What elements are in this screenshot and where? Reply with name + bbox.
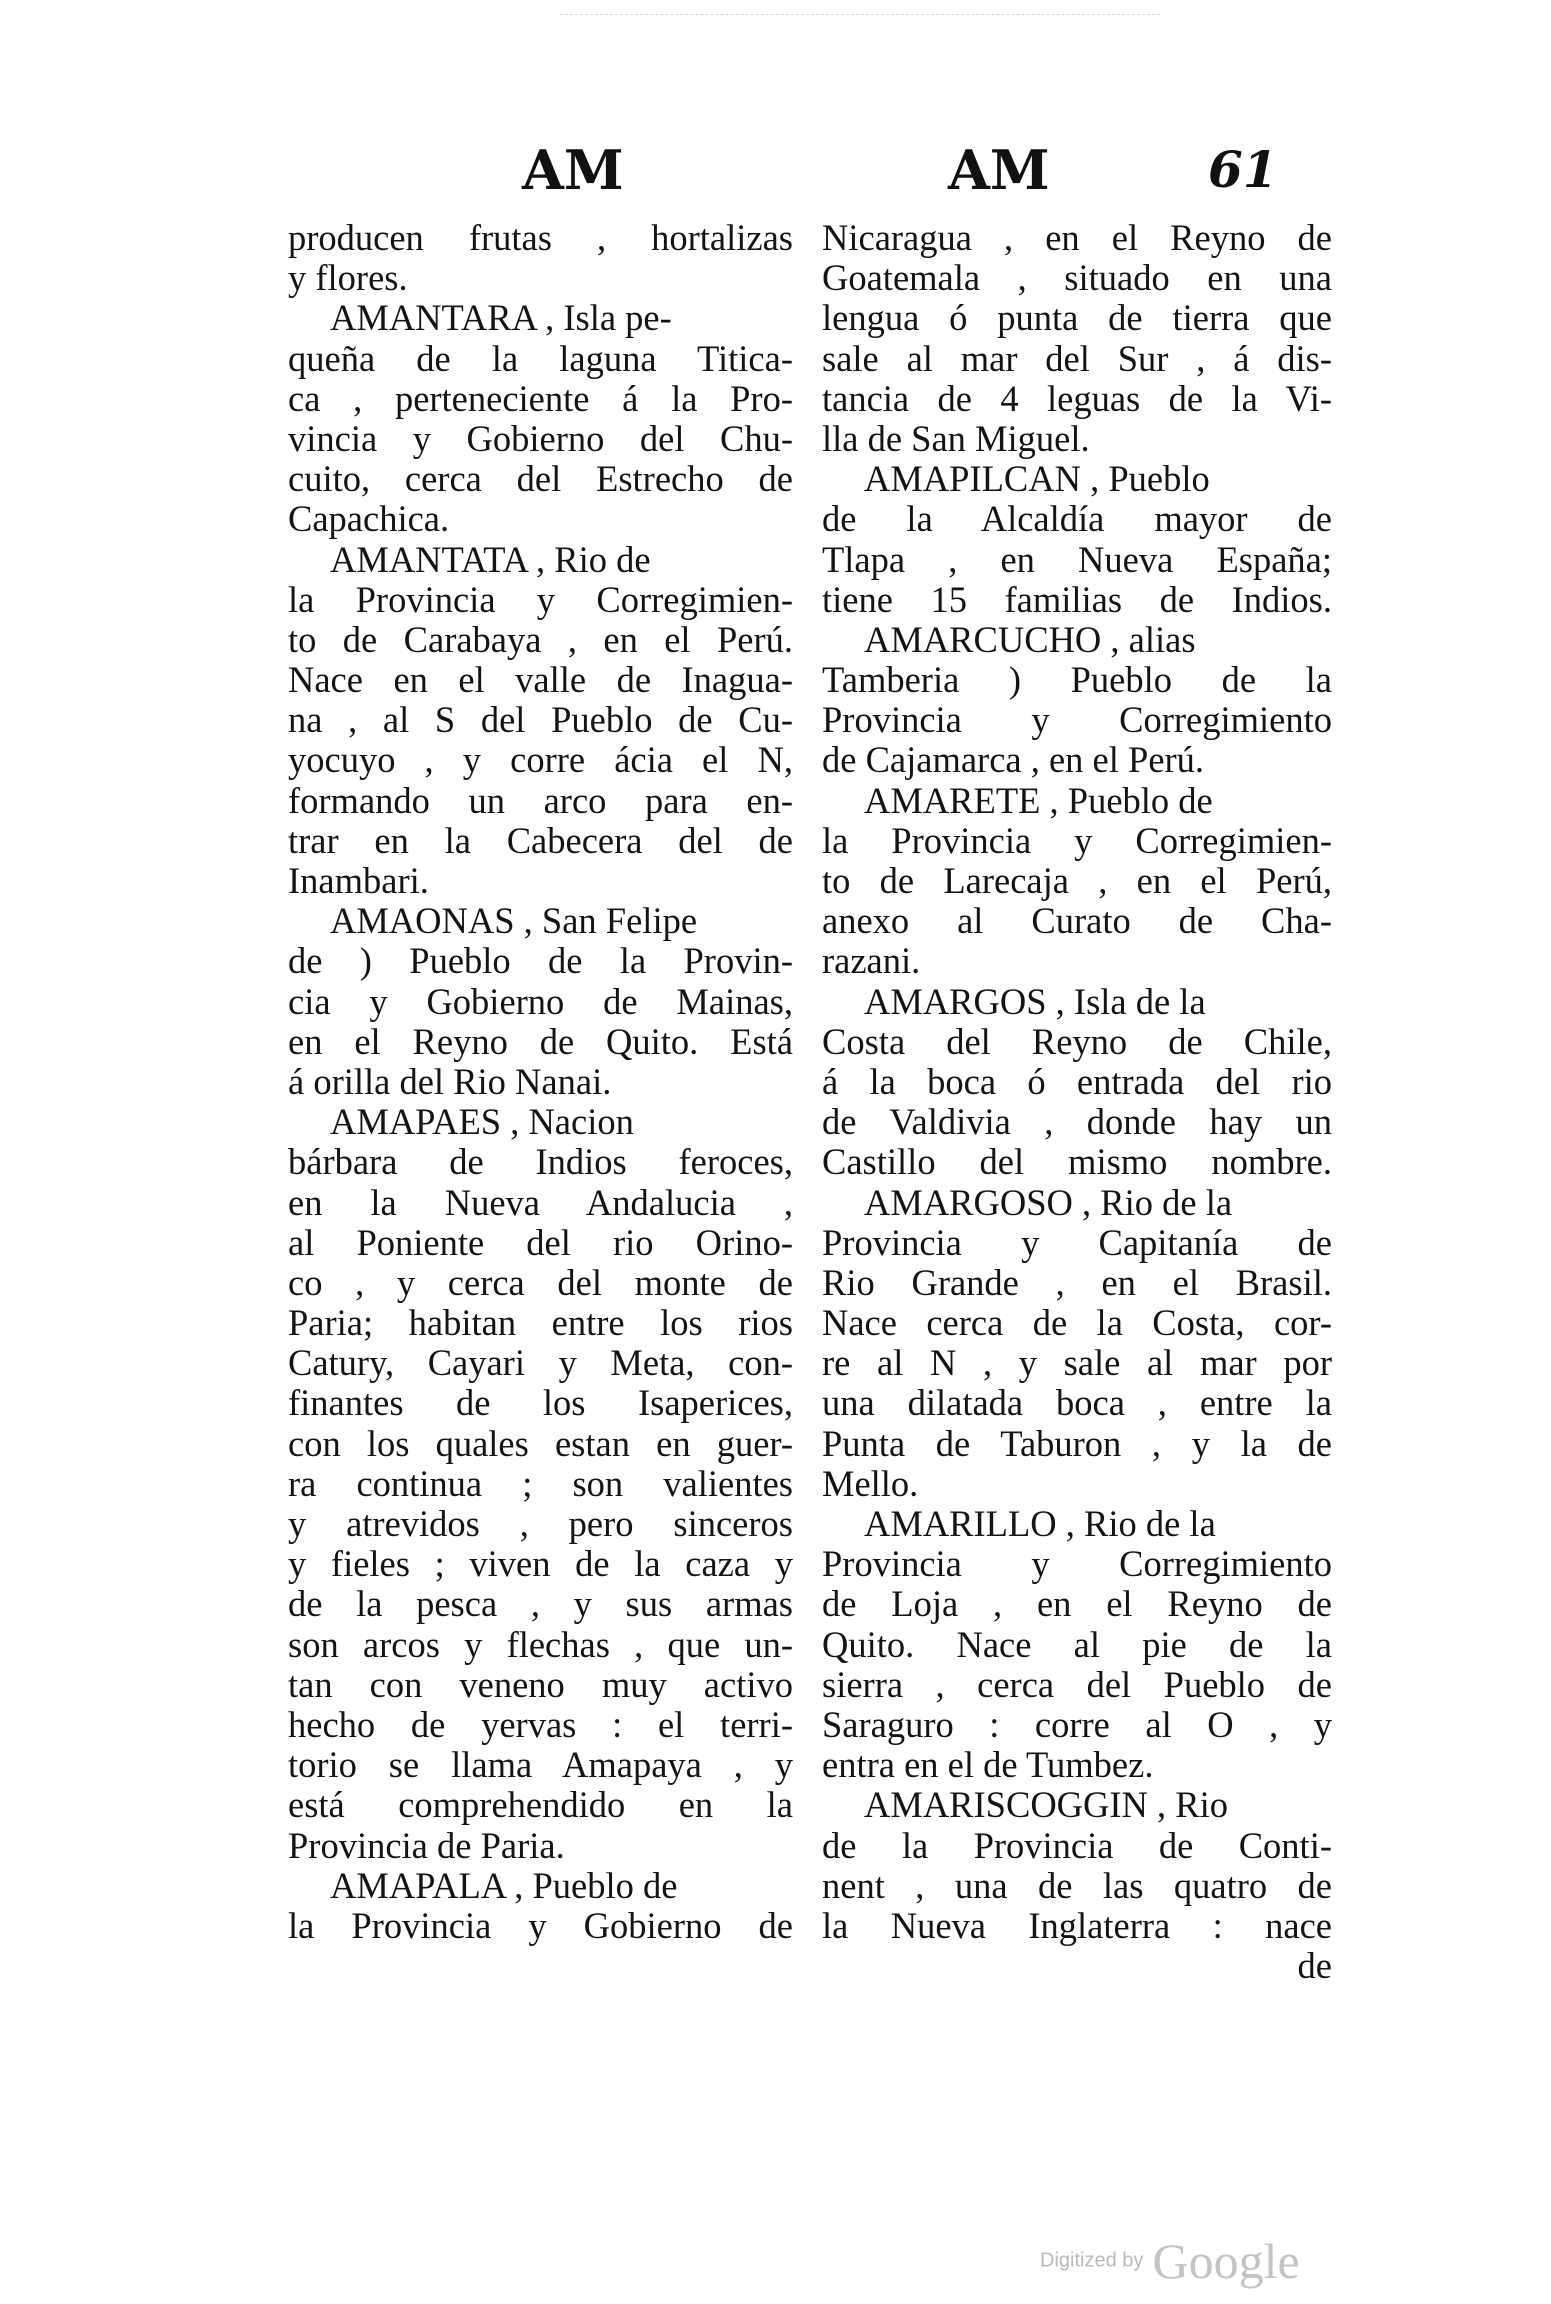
text-line: Catury, Cayari y Meta, con- bbox=[288, 1342, 793, 1384]
text-line: ra continua ; son valientes bbox=[288, 1462, 793, 1504]
text-line: de bbox=[1297, 1945, 1332, 1987]
text-line: sierra , cerca del Pueblo de bbox=[822, 1663, 1332, 1705]
text-line: son arcos y flechas , que un- bbox=[288, 1623, 793, 1665]
text-line: en la Nueva Andalucia , bbox=[288, 1181, 793, 1223]
text-line: co , y cerca del monte de bbox=[288, 1261, 793, 1303]
text-line: y fieles ; viven de la caza y bbox=[288, 1543, 793, 1585]
text-line: y atrevidos , pero sinceros bbox=[288, 1503, 793, 1544]
left-text-column bbox=[288, 218, 793, 1946]
text-line: Mello. bbox=[822, 1462, 919, 1504]
text-line: AMAPAES , Nacion bbox=[330, 1101, 634, 1143]
text-line: hecho de yervas : el terri- bbox=[288, 1703, 793, 1745]
text-line: Costa del Reyno de Chile, bbox=[822, 1020, 1332, 1062]
text-line: AMARGOS , Isla de la bbox=[864, 980, 1206, 1022]
text-line: vincia y Gobierno del Chu- bbox=[288, 417, 793, 459]
text-line: na , al S del Pueblo de Cu- bbox=[288, 699, 793, 741]
text-line: AMARCUCHO , alias bbox=[864, 618, 1196, 660]
scan-edge-marks bbox=[560, 14, 1160, 35]
text-line: una dilatada boca , entre la bbox=[822, 1382, 1332, 1424]
text-line: Goatemala , situado en una bbox=[822, 257, 1332, 299]
text-line: de la Provincia de Conti- bbox=[822, 1824, 1332, 1866]
text-line: AMAPILCAN , Pueblo bbox=[864, 458, 1210, 500]
text-line: tancia de 4 leguas de la Vi- bbox=[822, 377, 1332, 419]
text-line: con los quales estan en guer- bbox=[288, 1422, 793, 1464]
text-line: Castillo del mismo nombre. bbox=[822, 1141, 1332, 1183]
text-line: Nicaragua , en el Reyno de bbox=[822, 217, 1332, 258]
text-line: de Valdivia , donde hay un bbox=[822, 1101, 1332, 1143]
running-header bbox=[0, 140, 1551, 220]
text-line: AMANTARA , Isla pe- bbox=[330, 297, 672, 339]
text-line: Nace cerca de la Costa, cor- bbox=[822, 1302, 1332, 1344]
text-line: Provincia y Corregimiento bbox=[822, 699, 1332, 741]
text-line: la Provincia y Corregimien- bbox=[288, 578, 793, 620]
text-line: al Poniente del rio Orino- bbox=[288, 1221, 793, 1263]
text-line: de Loja , en el Reyno de bbox=[822, 1583, 1332, 1625]
text-line: Nace en el valle de Inagua- bbox=[288, 659, 793, 701]
text-line: razani. bbox=[822, 940, 921, 982]
text-line: producen frutas , hortalizas bbox=[288, 217, 793, 258]
google-logo: Google bbox=[1152, 2233, 1300, 2289]
text-line: yocuyo , y corre ácia el N, bbox=[288, 739, 793, 781]
text-line: Provincia y Corregimiento bbox=[822, 1543, 1332, 1585]
text-line: á la boca ó entrada del rio bbox=[822, 1060, 1332, 1102]
text-line: de la Alcaldía mayor de bbox=[822, 498, 1332, 540]
text-line: AMAONAS , San Felipe bbox=[330, 900, 698, 942]
text-line: AMANTATA , Rio de bbox=[330, 538, 651, 580]
text-line: Provincia y Capitanía de bbox=[822, 1221, 1332, 1263]
text-line: torio se llama Amapaya , y bbox=[288, 1744, 793, 1786]
text-line: finantes de los Isaperices, bbox=[288, 1382, 793, 1424]
text-line: y flores. bbox=[288, 257, 408, 299]
text-line: Saraguro : corre al O , y bbox=[822, 1703, 1332, 1745]
text-line: entra en el de Tumbez. bbox=[822, 1744, 1154, 1786]
text-line: á orilla del Rio Nanai. bbox=[288, 1060, 612, 1102]
text-line: tiene 15 familias de Indios. bbox=[822, 578, 1332, 620]
text-line: lengua ó punta de tierra que bbox=[822, 297, 1332, 339]
text-line: queña de la laguna Titica- bbox=[288, 337, 793, 379]
running-head-right: AM bbox=[948, 138, 1050, 202]
text-line: to de Carabaya , en el Perú. bbox=[288, 618, 793, 660]
watermark-prefix: Digitized by bbox=[1040, 2249, 1144, 2272]
text-line: Tlapa , en Nueva España; bbox=[822, 538, 1332, 580]
text-line: está comprehendido en la bbox=[288, 1784, 793, 1826]
text-line: de ) Pueblo de la Provin- bbox=[288, 940, 793, 982]
text-line: anexo al Curato de Cha- bbox=[822, 900, 1332, 942]
text-line: ca , perteneciente á la Pro- bbox=[288, 377, 793, 419]
text-line: re al N , y sale al mar por bbox=[822, 1342, 1332, 1384]
text-line: cia y Gobierno de Mainas, bbox=[288, 980, 793, 1022]
text-line: sale al mar del Sur , á dis- bbox=[822, 337, 1332, 379]
text-line: Punta de Taburon , y la de bbox=[822, 1422, 1332, 1464]
text-line: AMARISCOGGIN , Rio bbox=[864, 1784, 1229, 1826]
text-line: la Nueva Inglaterra : nace bbox=[822, 1904, 1332, 1946]
running-head-left: AM bbox=[522, 138, 624, 202]
text-line: Rio Grande , en el Brasil. bbox=[822, 1261, 1332, 1303]
text-line: de Cajamarca , en el Perú. bbox=[822, 739, 1205, 781]
text-line: la Provincia y Corregimien- bbox=[822, 819, 1332, 861]
text-line: cuito, cerca del Estrecho de bbox=[288, 458, 793, 500]
right-text-column bbox=[822, 218, 1332, 1986]
text-line: nent , una de las quatro de bbox=[822, 1864, 1332, 1906]
text-line: AMAPALA , Pueblo de bbox=[330, 1864, 678, 1906]
text-line: AMARGOSO , Rio de la bbox=[864, 1181, 1233, 1223]
text-line: trar en la Cabecera del de bbox=[288, 819, 793, 861]
text-line: tan con veneno muy activo bbox=[288, 1663, 793, 1705]
text-line: Capachica. bbox=[288, 498, 450, 540]
text-line: AMARILLO , Rio de la bbox=[864, 1503, 1216, 1544]
text-line: formando un arco para en- bbox=[288, 779, 793, 821]
text-line: AMARETE , Pueblo de bbox=[864, 779, 1213, 821]
text-line: Paria; habitan entre los rios bbox=[288, 1302, 793, 1344]
text-line: la Provincia y Gobierno de bbox=[288, 1904, 793, 1946]
text-line: bárbara de Indios feroces, bbox=[288, 1141, 793, 1183]
text-line: Provincia de Paria. bbox=[288, 1824, 565, 1866]
text-line: lla de San Miguel. bbox=[822, 417, 1090, 459]
text-line: de la pesca , y sus armas bbox=[288, 1583, 793, 1625]
text-line: en el Reyno de Quito. Está bbox=[288, 1020, 793, 1062]
page-number: 61 bbox=[1208, 140, 1278, 199]
digitization-watermark bbox=[1040, 2232, 1360, 2292]
text-line: Quito. Nace al pie de la bbox=[822, 1623, 1332, 1665]
text-line: Tamberia ) Pueblo de la bbox=[822, 659, 1332, 701]
text-line: to de Larecaja , en el Perú, bbox=[822, 860, 1332, 901]
text-line: Inambari. bbox=[288, 860, 429, 901]
